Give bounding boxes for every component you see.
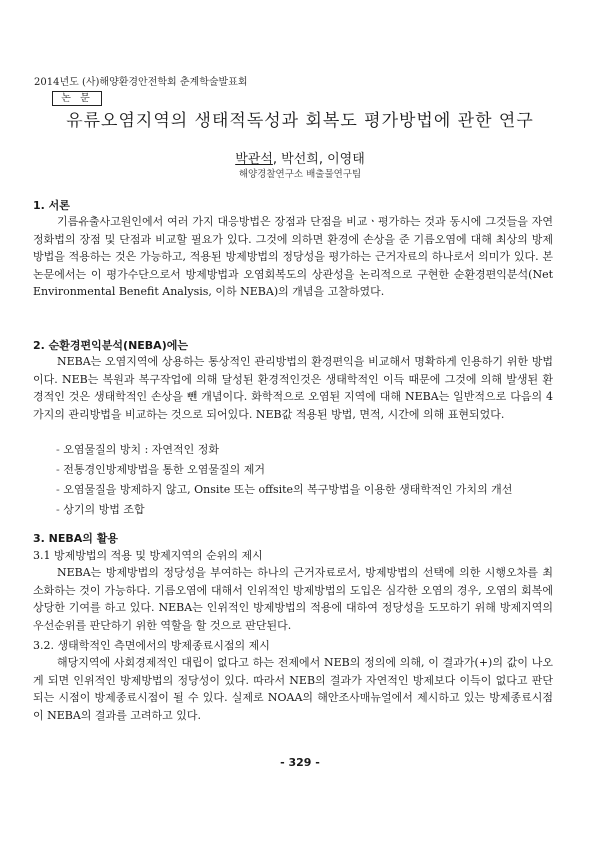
affiliation: 해양경찰연구소 배출물연구팀 (238, 169, 362, 180)
paper-type-badge: 논 문 (52, 91, 102, 106)
presenting-author: 박관석 (235, 152, 273, 167)
section-1-body: 기름유출사고원인에서 여러 가지 대응방법은 장점과 단점을 비교ㆍ평가하는 것과 동시에 그것들을 자연정화법의 장점 및 단점과 비교할 필요가 있다. 그것에 의하면 환경에 손상을 준 기름오염에 대해 최상의 방제방법을 적용하는 것은 가능하고, 적용된 방제방법의 정당성을 평가하는 근거자료의 하나로서 의미가 있다. 본 논문에서는 이 평가수단으로서 방제방법과 오염회복도의 상관성을 논리적으로 구현한 순환경편익분석(Net Environmental Benefit Analysis, 이하 NEBA)의 개념을 고찰하였다. (33, 215, 553, 298)
author-list (0, 148, 600, 167)
subsection-3-2-body: 해당지역에 사회경제적인 대립이 없다고 하는 전제에서 NEB의 정의에 의해, 이 결과가(+)의 값이 나오게 되면 인위적인 방제방법의 정당성이 있다. 따라서 NEB의 결과가 자연적인 방제보다 이득이 없다고 판단되는 시점이 방제종료시점이 될 수 있다. 실제로 NOAA의 해안조사매뉴얼에서 제시하고 있는 방제종료시점이 NEBA의 결과를 고려하고 있다. (33, 656, 553, 722)
subsection-3-2-heading: 3.2. 생태학적인 측면에서의 방제종료시점의 제시 (33, 639, 270, 652)
management-methods-list (56, 440, 512, 520)
list-item: - 전통경인방제방법을 통한 오염물질의 제거 (56, 460, 512, 480)
list-item: - 오염물질을 방제하지 않고, Onsite 또는 offsite의 복구방법을 이용한 생태학적인 가치의 개선 (56, 480, 512, 500)
section-3-heading: 3. NEBA의 활용 (33, 532, 118, 545)
list-item: - 오염물질의 방치 : 자연적인 정화 (56, 440, 512, 460)
page-number: - 329 - (280, 756, 320, 769)
section-1-heading: 1. 서론 (33, 199, 70, 212)
paper-title: 유류오염지역의 생태적독성과 회복도 평가방법에 관한 연구 (66, 111, 534, 131)
co-authors: , 박선희, 이영태 (272, 152, 365, 167)
list-item: - 상기의 방법 조합 (56, 500, 512, 520)
conference-header: 2014년도 (사)해양환경안전학회 춘계학술발표회 (34, 77, 248, 88)
subsection-3-1-heading: 3.1 방제방법의 적용 및 방제지역의 순위의 제시 (33, 549, 263, 562)
subsection-3-1-body: NEBA는 방제방법의 정당성을 부여하는 하나의 근거자료로서, 방제방법의 선택에 의한 시행오차를 최소화하는 것이 가능하다. 기름오염에 대해서 인위적인 방제방법의 도입은 심각한 오염의 경우, 오염의 회복에 상당한 기여를 하고 있다. NEBA는 인위적인 방제방법의 적용에 대하여 정당성을 도모하기 위해 방제지역의 우선순위를 판단하기 위한 역할을 할 것으로 판단된다. (33, 566, 553, 632)
section-2-heading: 2. 순환경편익분석(NEBA)에는 (33, 339, 188, 352)
section-2-body: NEBA는 오염지역에 상용하는 통상적인 관리방법의 환경편익을 비교해서 명확하게 인용하기 위한 방법이다. NEB는 복원과 복구작업에 의해 달성된 환경적인것은 생태학적인 이득 때문에 그것에 의해 발생된 환경적인 것은 생태학적인 손상을 뺀 개념이다. 화학적으로 오염된 지역에 대해 NEBA는 일반적으로 다음의 4가지의 관리방법을 비교하는 것으로 되어있다. NEB값 적용된 방법, 면적, 시간에 의해 표현되었다. (33, 355, 553, 421)
